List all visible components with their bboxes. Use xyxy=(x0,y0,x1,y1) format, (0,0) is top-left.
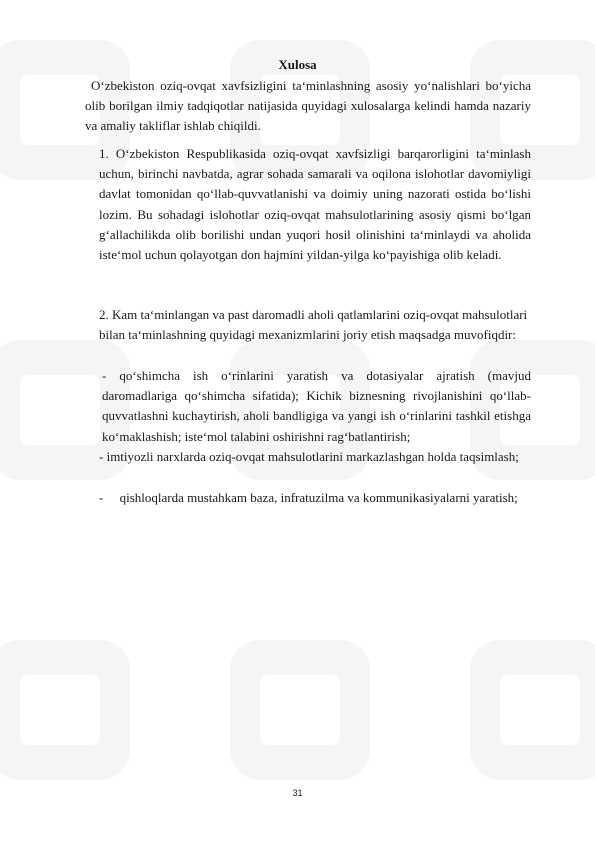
page-number: 31 xyxy=(292,788,303,798)
page-title: Xulosa xyxy=(278,57,317,72)
list-item-1: 1. O‘zbekiston Respublikasida oziq-ovqat xavfsizligi barqarorligini ta‘minlash uchun, birinchi navbatda, agrar sohada samarali va oqilona islohotlar davomiyligi davlat tomonidan qo‘llab-quvvatlanishi va doimiy uning nazorati ostida bo‘lishi lozim. Bu sohadagi islohotlar oziq-ovqat mahsulotlarining asosiy qismi bo‘lgan g‘allachilikda olib borilishi undan yuqori hosil olinishini ta‘minlaydi va aholida iste‘mol uchun qolayotgan don hajmini yildan-yilga ko‘payishiga olib keladi. xyxy=(99,146,531,263)
watermark-logo-icon xyxy=(0,630,140,790)
list-item-2: 2. Kam ta‘minlangan va past daromadli aholi qatlamlarini oziq-ovqat mahsulotlari bilan ta‘minlashning quyidagi mexanizmlarini joriy etish maqsadga muvofiqdir: xyxy=(99,307,528,343)
intro-paragraph: O‘zbekiston oziq-ovqat xavfsizligini ta‘minlashning asosiy yo‘nalishlari bo‘yicha olib borilgan ilmiy tadqiqotlar natijasida quyidagi xulosalarga kelindi hamda nazariy va amaliy takliflar ishlab chiqildi. xyxy=(85,78,531,134)
bullet-item-3: - qishloqlarda mustahkam baza, infratuzilma va kommunikasiyalarni yaratish; xyxy=(99,490,518,505)
watermark-logo-icon xyxy=(220,630,380,790)
bullet-item-2: - imtiyozli narxlarda oziq-ovqat mahsulotlarini markazlashgan holda taqsimlash; xyxy=(99,449,519,464)
watermark-logo-icon xyxy=(460,630,595,790)
bullet-item-1: - qo‘shimcha ish o‘rinlarini yaratish va dotasiyalar ajratish (mavjud daromadlariga qo‘shimcha sifatida); Kichik biznesning rivojlanishini qo‘llab-quvvatlashni kuchaytirish, aholi bandligiga va yangi ish o‘rinlarini tashkil etishga ko‘maklashish; iste‘mol talabini oshirishni rag‘batlantirish; xyxy=(102,368,531,444)
